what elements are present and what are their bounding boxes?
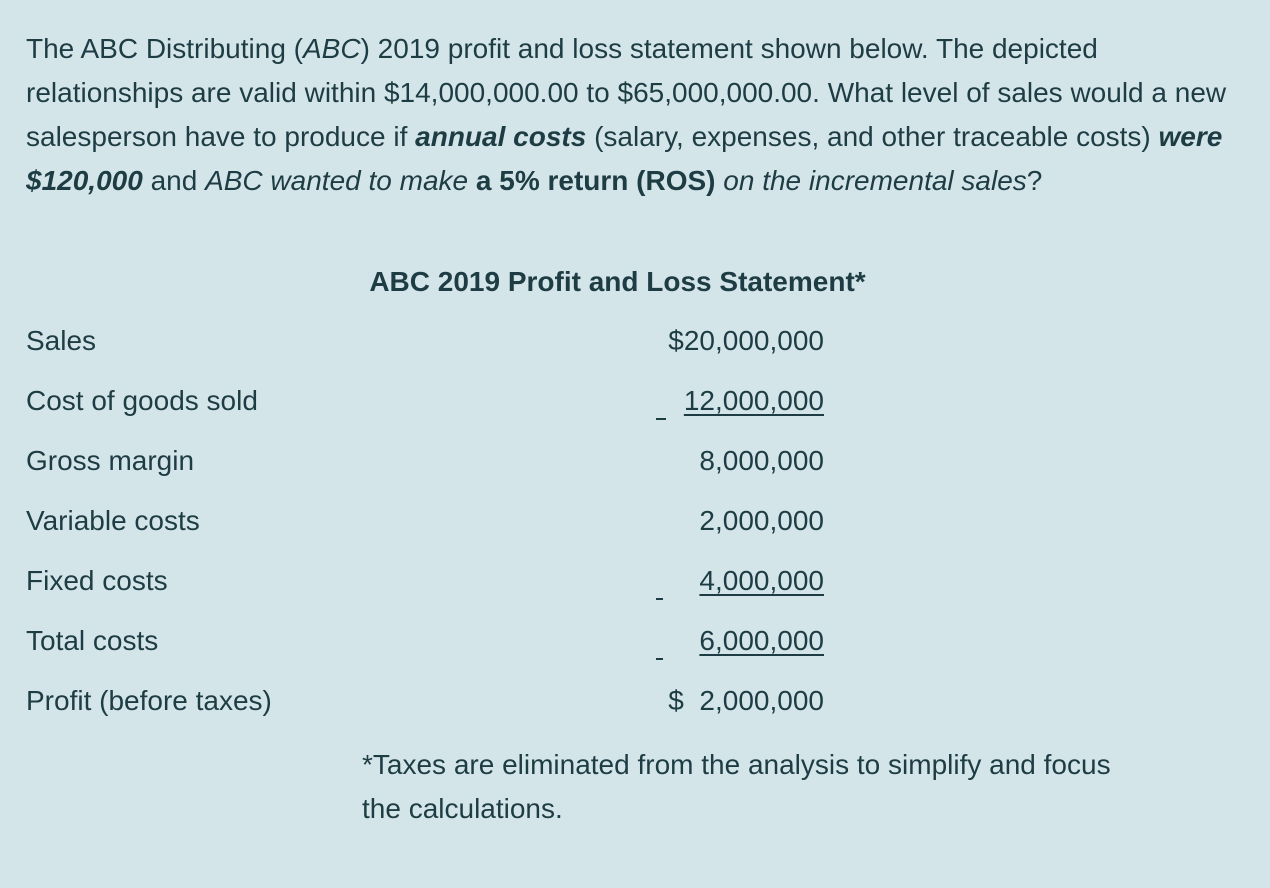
- question-text: [26, 27, 1248, 203]
- row-label: Gross margin: [26, 445, 195, 476]
- statement-row-cogs: [26, 385, 826, 425]
- statement-row-variable-costs: [26, 505, 826, 545]
- row-label: Total costs: [26, 625, 159, 656]
- statement-row-profit: [26, 685, 826, 725]
- statement-row-fixed-costs: [26, 565, 826, 605]
- underline-mark: [656, 598, 663, 600]
- statement-row-sales: [26, 325, 826, 365]
- question-part-bold: a 5% return (ROS): [475, 165, 716, 196]
- question-part: ) 2019 profit and loss statement shown below. The depicted relationships are valid within $14,000,000.00 to $65,000,000.00. What level of sales would a new salesperson have to produce if: [26, 33, 1227, 152]
- question-part: (salary, expenses, and other traceable costs): [586, 121, 1159, 152]
- underline-mark: [656, 418, 666, 420]
- row-label: Profit (before taxes): [26, 685, 272, 716]
- row-label: Sales: [26, 325, 97, 356]
- question-part: and: [142, 165, 206, 196]
- row-amount: 12,000,000: [683, 385, 824, 416]
- row-amount: $ 2,000,000: [668, 685, 824, 716]
- row-amount: 4,000,000: [699, 565, 824, 596]
- question-part: The ABC Distributing (: [26, 33, 303, 64]
- footnote: *Taxes are eliminated from the analysis to simplify and focus the calculations.: [362, 749, 1111, 824]
- question-part-italic: ABC wanted to make: [205, 165, 476, 196]
- question-part-italic: on the incremental sales: [715, 165, 1027, 196]
- question-part-bold-italic: were $120,000: [26, 121, 1223, 196]
- row-amount: 6,000,000: [699, 625, 824, 656]
- underline-mark: [656, 658, 663, 660]
- row-amount: 2,000,000: [699, 505, 824, 536]
- question-part: ?: [1026, 165, 1043, 196]
- row-label: Fixed costs: [26, 565, 168, 596]
- row-amount: 8,000,000: [699, 445, 824, 476]
- row-amount: $20,000,000: [668, 325, 824, 356]
- statement-title: ABC 2019 Profit and Loss Statement*: [369, 266, 866, 297]
- question-part-italic: ABC: [303, 33, 361, 64]
- statement-row-gross-margin: [26, 445, 826, 485]
- row-label: Variable costs: [26, 505, 200, 536]
- row-label: Cost of goods sold: [26, 385, 258, 416]
- question-part-bold-italic: annual costs: [415, 121, 587, 152]
- statement-row-total-costs: [26, 625, 826, 665]
